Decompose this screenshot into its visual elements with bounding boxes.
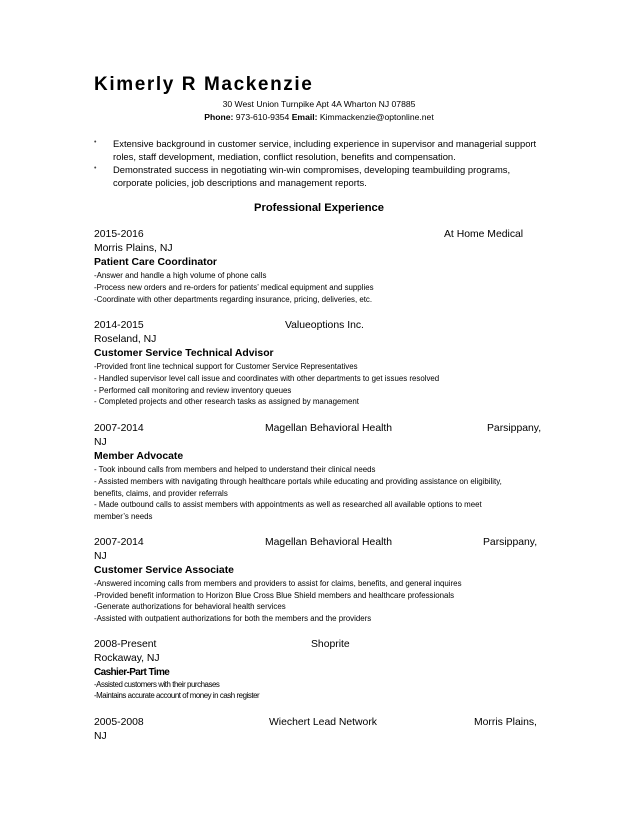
- job-company: Magellan Behavioral Health: [265, 423, 393, 434]
- job-duty: -Provided benefit information to Horizon Blue Cross Blue Shield members and healthcare professionals: [94, 591, 455, 600]
- job-company: Magellan Behavioral Health: [265, 537, 393, 548]
- job-years: 2005-2008: [94, 717, 144, 728]
- job-location: Rockaway, NJ: [94, 653, 160, 664]
- contact-line: [0, 112, 638, 122]
- summary-line: Demonstrated success in negotiating win-win compromises, developing teambuilding programs,: [113, 164, 511, 175]
- email-address: Kimmackenzie@optonline.net: [319, 112, 434, 122]
- job-location-state: NJ: [94, 731, 107, 742]
- phone-number: 973-610-9354: [235, 112, 290, 122]
- job-years: 2007-2014: [94, 423, 144, 434]
- job-duty: -Provided front line technical support for Customer Service Representatives: [94, 362, 358, 371]
- phone-label: Phone:: [204, 112, 234, 122]
- job-location-state: NJ: [94, 551, 107, 562]
- job-location: Parsippany,: [487, 423, 542, 434]
- summary-bullet-1: [113, 138, 536, 163]
- job-title: Member Advocate: [94, 451, 184, 462]
- job-years: 2008-Present: [94, 639, 157, 650]
- job-company: Valueoptions Inc.: [285, 320, 364, 331]
- job-company: Shoprite: [311, 639, 350, 650]
- job-title: Customer Service Technical Advisor: [94, 348, 274, 359]
- summary-line: corporate policies, job descriptions and management reports.: [113, 176, 367, 188]
- job-duty: -Coordinate with other departments regarding insurance, pricing, deliveries, etc.: [94, 295, 373, 304]
- job-company: Wiechert Lead Network: [269, 717, 377, 728]
- job-title: Cashier-Part Time: [94, 667, 170, 678]
- job-duty: - Performed call monitoring and review inventory queues: [94, 386, 292, 395]
- job-location: Parsippany,: [483, 537, 538, 548]
- bullet-icon: •: [94, 165, 97, 172]
- job-duty: - Handled supervisor level call issue and coordinates with other departments to get issues resolved: [94, 374, 440, 383]
- job-location: Roseland, NJ: [94, 334, 157, 345]
- job-duty: - Completed projects and other research tasks as assigned by management: [94, 397, 359, 406]
- job-duty: - Assisted members with navigating through healthcare portals while educating and providing assistance on eligibility,: [94, 477, 502, 486]
- job-title: Customer Service Associate: [94, 565, 234, 576]
- section-title: Professional Experience: [254, 202, 384, 214]
- job-location: Morris Plains, NJ: [94, 243, 173, 254]
- summary-line: roles, staff development, mediation, conflict resolution, benefits and compensation.: [113, 150, 456, 162]
- job-duty: -Process new orders and re-orders for patients’ medical equipment and supplies: [94, 283, 374, 292]
- summary-bullet-2: [113, 164, 510, 189]
- bullet-icon: •: [94, 139, 97, 146]
- candidate-name: Kimerly R Mackenzie: [94, 74, 314, 95]
- job-duty: -Maintains accurate account of money in cash register: [94, 691, 260, 700]
- job-title: Patient Care Coordinator: [94, 257, 217, 268]
- email-label: Email:: [291, 112, 318, 122]
- job-duty: -Assisted customers with their purchases: [94, 680, 220, 689]
- job-years: 2007-2014: [94, 537, 144, 548]
- job-duty: -Answered incoming calls from members and providers to assist for claims, benefits, and general inquires: [94, 579, 462, 588]
- job-duty: - Made outbound calls to assist members with appointments as well as researched all available options to meet: [94, 500, 482, 509]
- job-location: Morris Plains,: [474, 717, 537, 728]
- job-duty: - Took inbound calls from members and helped to understand their clinical needs: [94, 465, 376, 474]
- summary-line: Extensive background in customer service, including experience in supervisor and managerial support: [113, 138, 537, 149]
- job-years: 2015-2016: [94, 229, 144, 240]
- job-company: At Home Medical: [444, 229, 524, 240]
- job-location-state: NJ: [94, 437, 107, 448]
- address-line: 30 West Union Turnpike Apt 4A Wharton NJ 07885: [222, 99, 416, 109]
- job-duty: -Generate authorizations for behavioral health services: [94, 602, 286, 611]
- job-duty: member’s needs: [94, 512, 153, 521]
- job-years: 2014-2015: [94, 320, 144, 331]
- job-duty: -Assisted with outpatient authorizations for both the members and the providers: [94, 614, 372, 623]
- job-duty: -Answer and handle a high volume of phone calls: [94, 271, 267, 280]
- job-duty: benefits, claims, and provider referrals: [94, 489, 228, 498]
